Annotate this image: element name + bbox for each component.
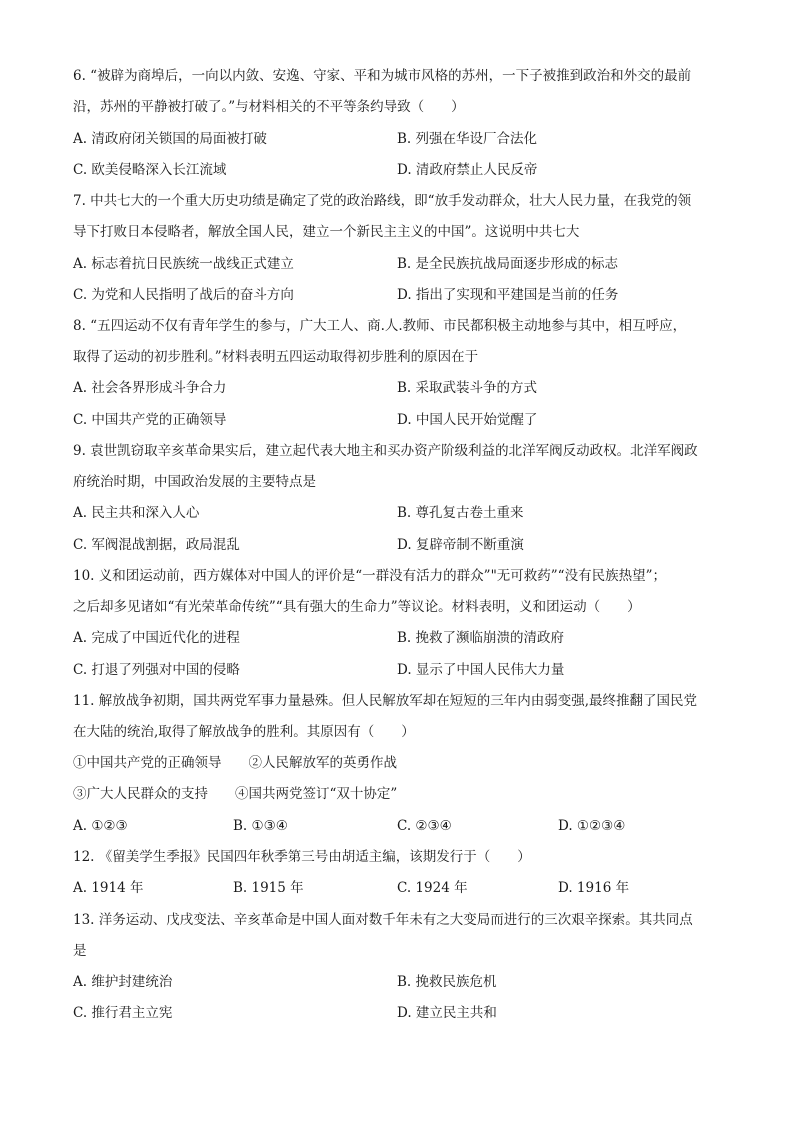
question-11-option-d: D. ①②③④ xyxy=(558,818,626,834)
question-12-option-a: A. 1914 年 xyxy=(73,880,144,896)
question-7-option-c: C. 为党和人民指明了战后的奋斗方向 xyxy=(73,287,294,303)
question-8-stem-line-2: 取得了运动的初步胜利。”材料表明五四运动取得初步胜利的原因在于 xyxy=(73,349,479,365)
question-9-stem-line-2: 府统治时期，中国政治发展的主要特点是 xyxy=(73,474,316,490)
question-6-stem-line-1: 6. “被辟为商埠后，一向以内敛、安逸、守家、平和为城市风格的苏州，一下子被推到政治和外交的最前 xyxy=(73,68,692,84)
question-6-option-b: B. 列强在华设厂合法化 xyxy=(397,131,538,147)
question-12-stem-line-1: 12. 《留美学生季报》民国四年秋季第三号由胡适主编，该期发行于（ ） xyxy=(73,849,531,865)
question-12-option-b: B. 1915 年 xyxy=(233,880,304,896)
question-13-option-d: D. 建立民主共和 xyxy=(397,1005,497,1021)
question-8-option-b: B. 采取武装斗争的方式 xyxy=(397,380,538,396)
question-10-option-c: C. 打退了列强对中国的侵略 xyxy=(73,662,240,678)
question-6-stem-line-2: 沿，苏州的平静被打破了。”与材料相关的不平等条约导致（ ） xyxy=(73,99,465,115)
question-8-option-a: A. 社会各界形成斗争合力 xyxy=(73,380,227,396)
question-9-option-c: C. 军阀混战割据，政局混乱 xyxy=(73,537,240,553)
question-11-stem-line-1: 11. 解放战争初期，国共两党军事力量悬殊。但人民解放军却在短短的三年内由弱变强,最终推翻了国民党 xyxy=(73,693,698,709)
question-11-option-c: C. ②③④ xyxy=(397,818,452,834)
question-12-option-c: C. 1924 年 xyxy=(397,880,468,896)
question-13-option-b: B. 挽救民族危机 xyxy=(397,974,497,990)
question-10-stem-line-2: 之后却多见诸如“有光荣革命传统”“具有强大的生命力”等议论。材料表明，义和团运动（ ） xyxy=(73,599,641,615)
question-9-option-d: D. 复辟帝制不断重演 xyxy=(397,537,524,553)
question-10-option-a: A. 完成了中国近代化的进程 xyxy=(73,630,240,646)
question-7-option-a: A. 标志着抗日民族统一战线正式建立 xyxy=(73,256,294,272)
question-8-stem-line-1: 8. “五四运动不仅有青年学生的参与，广大工人、商.人.教师、市民都积极主动地参与其中，相互呼应， xyxy=(73,318,687,334)
question-12-option-d: D. 1916 年 xyxy=(558,880,630,896)
question-11-stem-line-2: 在大陆的统治,取得了解放战争的胜利。其原因有（ ） xyxy=(73,724,415,740)
question-10-option-b: B. 挽救了濒临崩溃的清政府 xyxy=(397,630,565,646)
question-6-option-c: C. 欧美侵略深入长江流域 xyxy=(73,162,227,178)
question-10-option-d: D. 显示了中国人民伟大力量 xyxy=(397,662,565,678)
question-13-option-a: A. 维护封建统治 xyxy=(73,974,173,990)
question-7-option-b: B. 是全民族抗战局面逐步形成的标志 xyxy=(397,256,619,272)
question-9-stem-line-1: 9. 袁世凯窃取辛亥革命果实后，建立起代表大地主和买办资产阶级利益的北洋军阀反动政权。北洋军阀政 xyxy=(73,443,698,459)
question-9-option-b: B. 尊孔复古卷土重来 xyxy=(397,505,524,521)
question-11-statement-line-2: ③广大人民群众的支持 ④国共两党签订“双十协定” xyxy=(73,786,398,802)
question-11-option-a: A. ①②③ xyxy=(73,818,128,834)
question-13-stem-line-1: 13. 洋务运动、戊戌变法、辛亥革命是中国人面对数千年未有之大变局而进行的三次艰辛探索。其共同点 xyxy=(73,912,693,928)
question-7-stem-line-1: 7. 中共七大的一个重大历史功绩是确定了党的政治路线，即“放手发动群众，壮大人民力量，在我党的领 xyxy=(73,193,692,209)
question-8-option-c: C. 中国共产党的正确领导 xyxy=(73,412,227,428)
question-6-option-d: D. 清政府禁止人民反帝 xyxy=(397,162,538,178)
question-9-option-a: A. 民主共和深入人心 xyxy=(73,505,200,521)
question-13-stem-line-2: 是 xyxy=(73,943,87,959)
question-11-option-b: B. ①③④ xyxy=(233,818,288,834)
question-6-option-a: A. 清政府闭关锁国的局面被打破 xyxy=(73,131,267,147)
question-7-stem-line-2: 导下打败日本侵略者，解放全国人民，建立一个新民主主义的中国”。这说明中共七大 xyxy=(73,224,580,240)
question-10-stem-line-1: 10. 义和团运动前，西方媒体对中国人的评价是“一群没有活力的群众”"无可救药”“没有民族热望”； xyxy=(73,568,666,584)
question-11-statement-line-1: ①中国共产党的正确领导 ②人民解放军的英勇作战 xyxy=(73,755,397,771)
question-7-option-d: D. 指出了实现和平建国是当前的任务 xyxy=(397,287,619,303)
question-8-option-d: D. 中国人民开始觉醒了 xyxy=(397,412,538,428)
question-13-option-c: C. 推行君主立宪 xyxy=(73,1005,173,1021)
